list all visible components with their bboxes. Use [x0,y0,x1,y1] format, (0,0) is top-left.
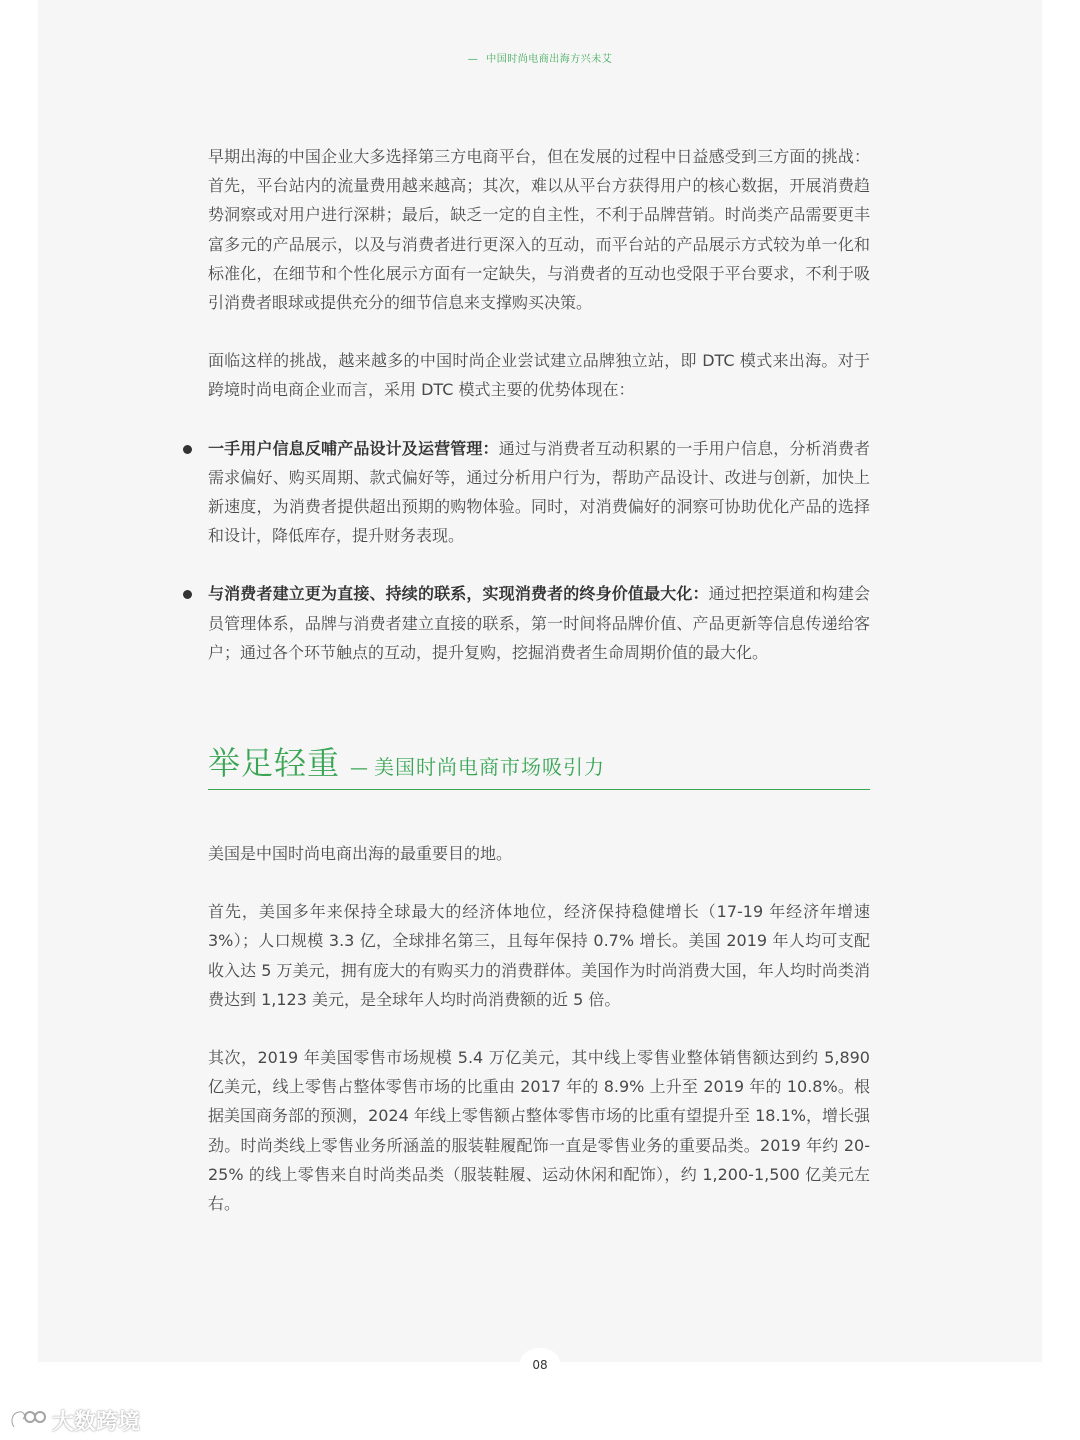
intro-section [208,142,870,667]
bullet-text: 通过把控渠道和构建会员管理体系，品牌与消费者建立直接的联系，第一时间将品牌价值、产品更新等信息传递给客户；通过各个环节触点的互动，提升复购，挖掘消费者生命周期价值的最大化。 [208,584,870,662]
bullet-item [208,434,870,551]
header-title: 中国时尚电商出海方兴未艾 [486,54,613,65]
section-title: 举足轻重 [208,744,341,782]
page-number: 08 [520,1348,560,1378]
watermark-text: 大数跨境 [52,1409,141,1435]
bullet-item [208,579,870,667]
intro-paragraph-1: 早期出海的中国企业大多选择第三方电商平台，但在发展的过程中日益感受到三方面的挑战：首先，平台站内的流量费用越来越高；其次，难以从平台方获得用户的核心数据，开展消费趋势洞察或对用户进行深耕；最后，缺乏一定的自主性，不利于品牌营销。时尚类产品需要更丰富多元的产品展示，以及与消费者进行更深入的互动，而平台站的产品展示方式较为单一化和标准化，在细节和个性化展示方面有一定缺失，与消费者的互动也受限于平台要求，不利于吸引消费者眼球或提供充分的细节信息来支撑购买决策。 [208,147,870,313]
header-dash: — [467,54,479,65]
section-subtitle: 美国时尚电商市场吸引力 [374,755,606,779]
watermark [8,1404,140,1436]
intro-paragraph-2: 面临这样的挑战，越来越多的中国时尚企业尝试建立品牌独立站，即 DTC 模式来出海。对于跨境时尚电商企业而言，采用 DTC 模式主要的优势体现在： [208,351,870,400]
bullet-heading: 与消费者建立更为直接、持续的联系，实现消费者的终身价值最大化： [208,584,709,604]
report-page [38,0,1042,1362]
body-paragraph-3: 其次，2019 年美国零售市场规模 5.4 万亿美元，其中线上零售业整体销售额达到约 5,890 亿美元，线上零售占整体零售市场的比重由 2017 年的 8.9% 上升至 2019 年的 10.8%。根据美国商务部的预测，2024 年线上零售额占整体零售市场的比重有望提升至 18.1%，增长强劲。时尚类线上零售业务所涵盖的服装鞋履配饰一直是零售业务的重要品类。2019 年约 20-25% 的线上零售来自时尚类品类（服装鞋履、运动休闲和配饰），约 1,200-1,500 亿美元左右。 [208,1048,870,1214]
section-heading [208,738,870,790]
body-section [208,839,870,1218]
body-paragraph-1: 美国是中国时尚电商出海的最重要目的地。 [208,844,513,863]
dashuju-logo-icon [8,1407,48,1433]
body-paragraph-2: 首先，美国多年来保持全球最大的经济体地位，经济保持稳健增长（17-19 年经济年增速 3%）；人口规模 3.3 亿，全球排名第三，且每年保持 0.7% 增长。美国 2019 年人均可支配收入达 5 万美元，拥有庞大的有购买力的消费群体。美国作为时尚消费大国，年人均时尚类消费达到 1,123 美元，是全球年人均时尚消费额的近 5 倍。 [208,902,870,1009]
running-header [38,50,1042,65]
bullet-text: 通过与消费者互动积累的一手用户信息，分析消费者需求偏好、购买周期、款式偏好等，通过分析用户行为，帮助产品设计、改进与创新，加快上新速度，为消费者提供超出预期的购物体验。同时，对消费偏好的洞察可协助优化产品的选择和设计，降低库存，提升财务表现。 [208,438,870,546]
bullet-dot-icon [183,590,192,599]
bullet-heading: 一手用户信息反哺产品设计及运营管理： [208,438,499,458]
bullet-dot-icon [183,445,192,454]
section-separator: — [350,758,369,779]
